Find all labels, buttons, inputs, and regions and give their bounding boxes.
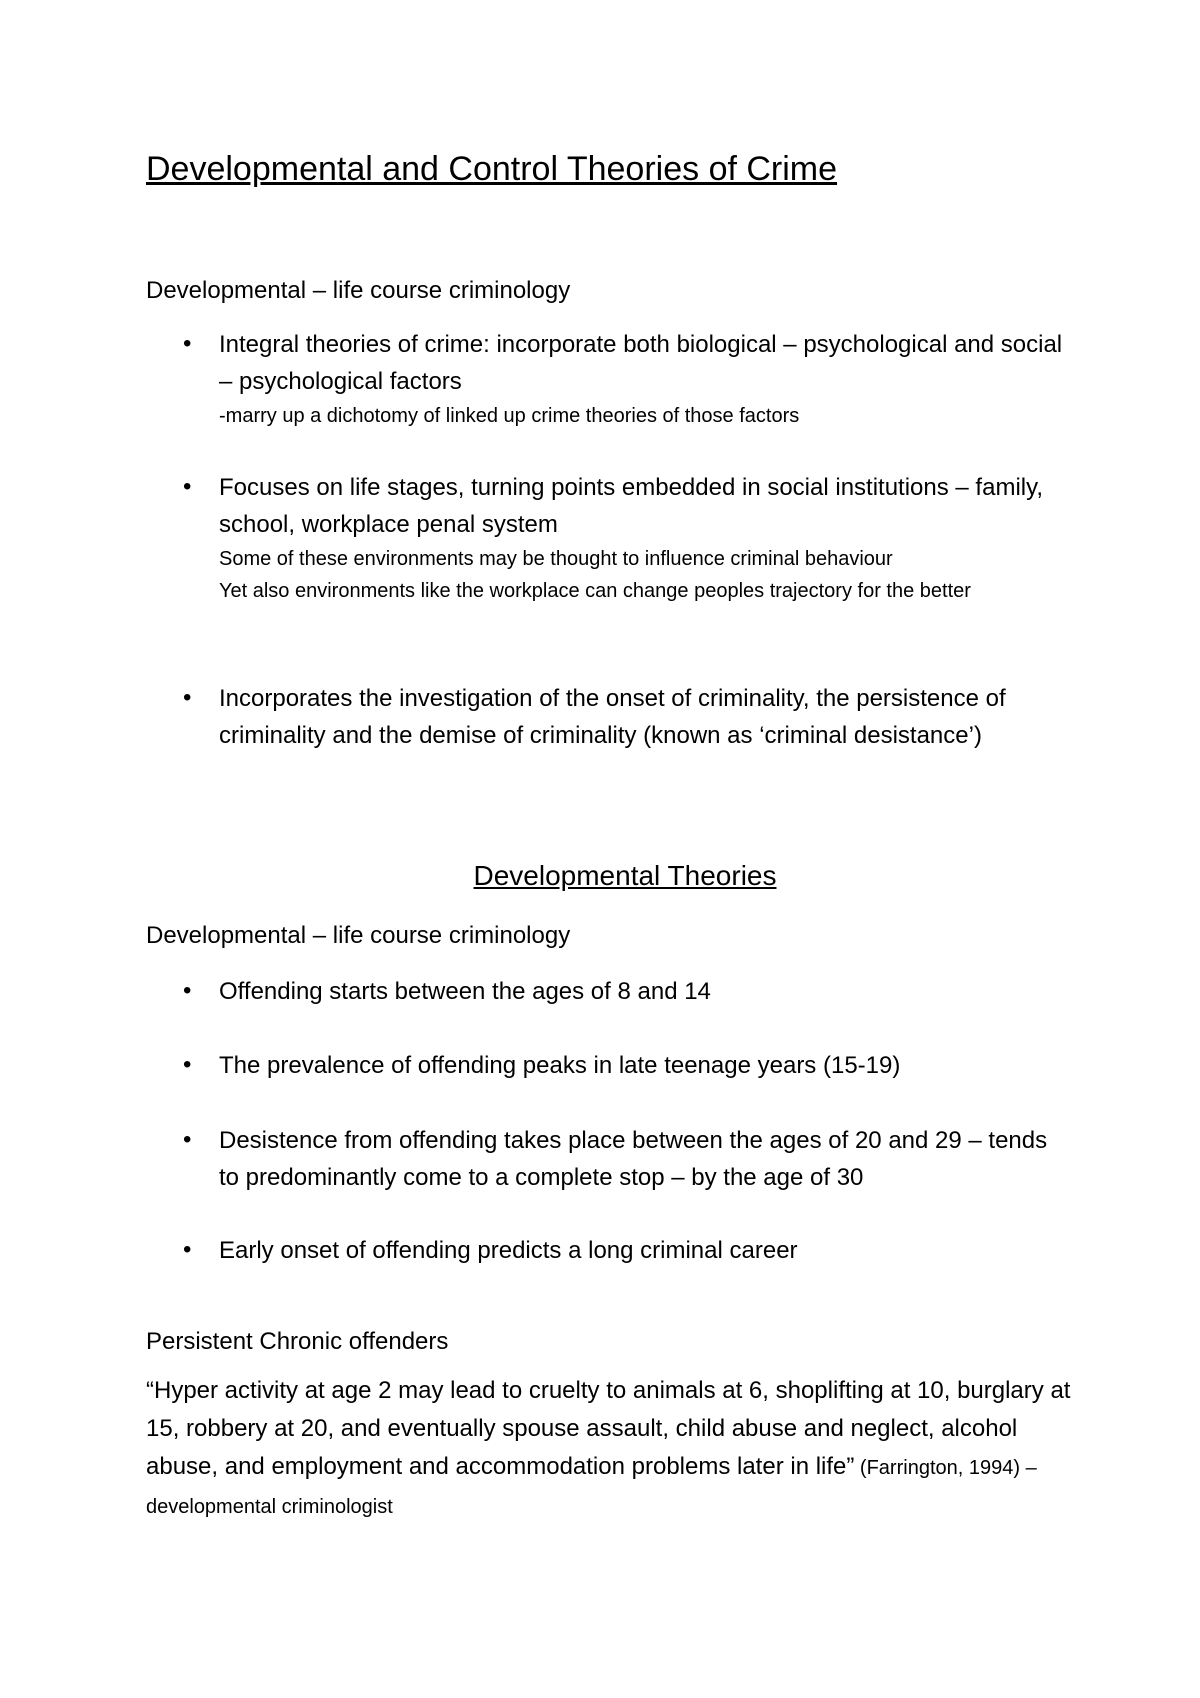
- section2-title: Developmental Theories: [473, 860, 777, 891]
- bullet-icon: •: [183, 1236, 192, 1263]
- bullet-text: Focuses on life stages, turning points embedded in social institutions – family, school, workplace penal system: [219, 474, 1043, 538]
- section1-bullet-2: [219, 469, 1069, 607]
- quote-text: “Hyper activity at age 2 may lead to cruelty to animals at 6, shoplifting at 10, burglary at 15, robbery at 20, and eventually spouse assault, child abuse and neglect, alcohol abuse, and employment and accommodation problems later in life”: [146, 1377, 1071, 1480]
- bullet-note: Yet also environments like the workplace can change peoples trajectory for the better: [219, 580, 971, 602]
- bullet-icon: •: [183, 1126, 192, 1153]
- bullet-note: Some of these environments may be thought to influence criminal behaviour: [219, 548, 893, 570]
- bullet-text: Incorporates the investigation of the onset of criminality, the persistence of criminality and the demise of criminality (known as ‘criminal desistance’): [219, 685, 1006, 749]
- section2-bullet-3: Desistence from offending takes place between the ages of 20 and 29 – tends to predominantly come to a complete stop – by the age of 30: [219, 1127, 1048, 1191]
- section1-heading: Developmental – life course criminology: [146, 277, 571, 304]
- quote-citation: (Farrington, 1994) – developmental criminologist: [146, 1457, 1037, 1518]
- bullet-note: -marry up a dichotomy of linked up crime theories of those factors: [219, 405, 800, 427]
- farrington-quote: [146, 1372, 1076, 1526]
- bullet-text: Integral theories of crime: incorporate both biological – psychological and social – psychological factors: [219, 331, 1063, 395]
- section2-heading: Developmental – life course criminology: [146, 922, 571, 949]
- section2-bullet-4: Early onset of offending predicts a long criminal career: [219, 1237, 798, 1264]
- section1-bullet-3: [219, 680, 1069, 754]
- section3-heading: Persistent Chronic offenders: [146, 1328, 449, 1355]
- section1-bullet-1: [219, 326, 1069, 432]
- bullet-icon: •: [183, 1051, 192, 1078]
- page-title: Developmental and Control Theories of Crime: [146, 150, 838, 188]
- section2-bullet-1: Offending starts between the ages of 8 and 14: [219, 978, 711, 1005]
- bullet-icon: •: [183, 473, 192, 500]
- bullet-icon: •: [183, 977, 192, 1004]
- bullet-icon: •: [183, 330, 192, 357]
- section2-bullet-2: The prevalence of offending peaks in late teenage years (15-19): [219, 1052, 901, 1079]
- bullet-icon: •: [183, 684, 192, 711]
